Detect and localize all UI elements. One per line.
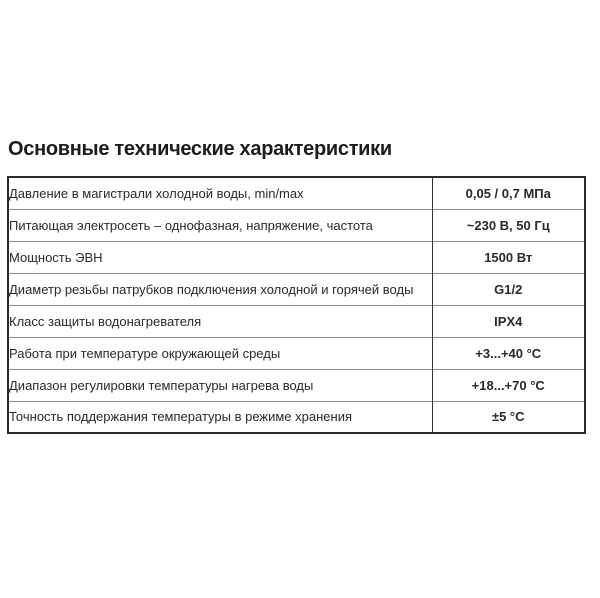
table-row (8, 369, 585, 401)
parameter-name: Работа при температуре окружающей среды (8, 337, 432, 369)
table-row (8, 241, 585, 273)
parameter-name: Диаметр резьбы патрубков подключения холодной и горячей воды (8, 273, 432, 305)
specifications-table (7, 176, 586, 434)
parameter-value: +18...+70 °C (432, 369, 585, 401)
parameter-value: IPX4 (432, 305, 585, 337)
parameter-value: 1500 Вт (432, 241, 585, 273)
parameter-value: 0,05 / 0,7 МПа (465, 185, 551, 201)
parameter-name: Давление в магистрали холодной воды, min/max (8, 177, 432, 209)
parameter-name: Класс защиты водонагревателя (8, 305, 432, 337)
parameter-value: ~230 В, 50 Гц (432, 209, 585, 241)
section-title: Основные технические характеристики (8, 138, 392, 160)
table-row (8, 401, 585, 433)
table-row (8, 273, 585, 305)
parameter-value: +3...+40 °C (432, 337, 585, 369)
parameter-name: Мощность ЭВН (8, 241, 432, 273)
table-row (8, 177, 585, 209)
parameter-value: G1/2 (432, 273, 585, 305)
table-row (8, 337, 585, 369)
parameter-name: Диапазон регулировки температуры нагрева воды (8, 369, 432, 401)
table-row (8, 305, 585, 337)
parameter-name: Питающая электросеть – однофазная, напряжение, частота (8, 209, 432, 241)
table-row (8, 209, 585, 241)
parameter-name: Точность поддержания температуры в режиме хранения (8, 401, 432, 433)
parameter-value: ±5 °C (432, 401, 585, 433)
